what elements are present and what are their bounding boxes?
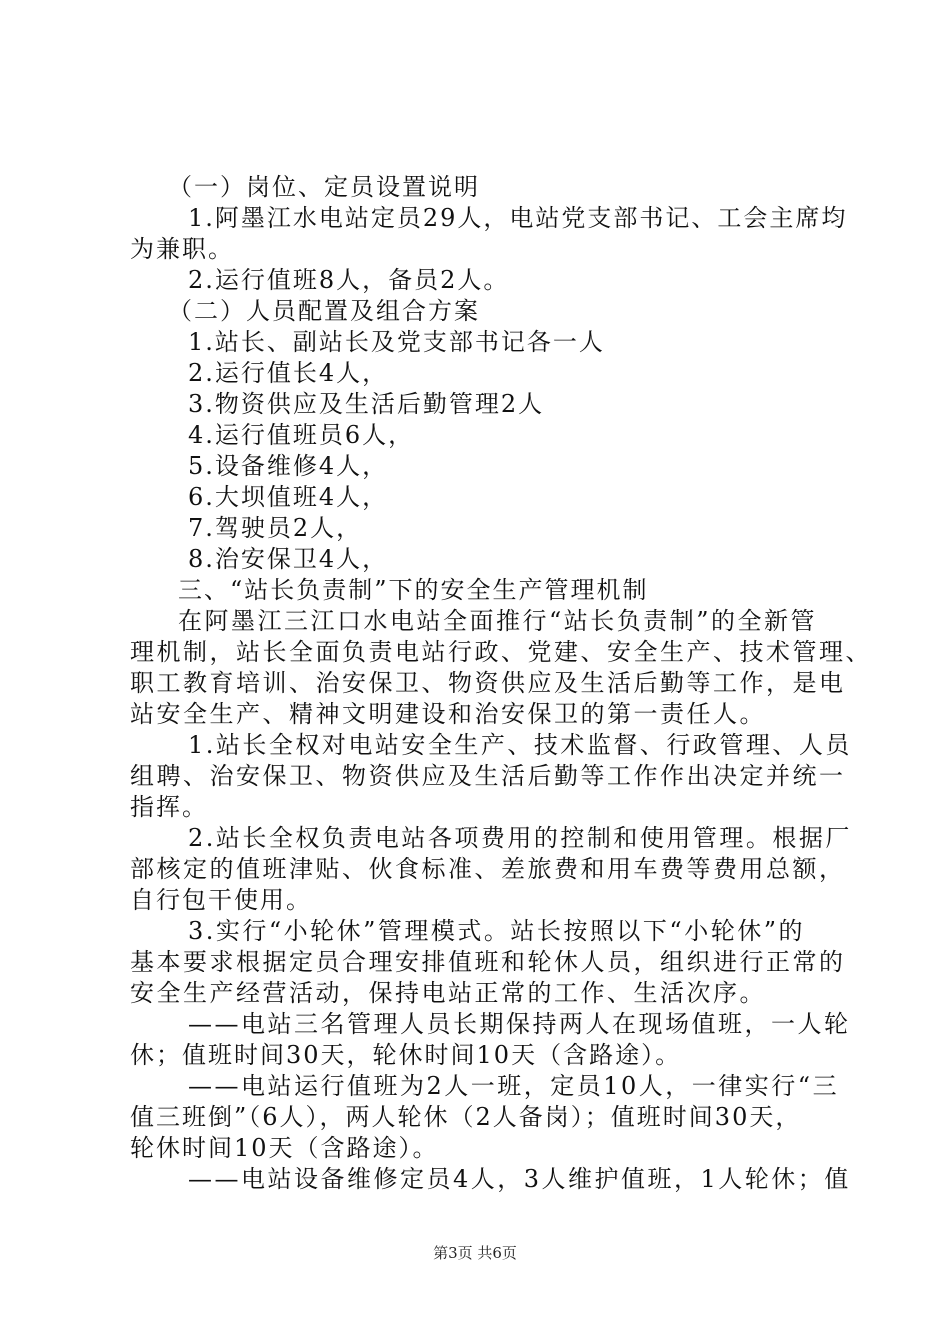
paragraph-line: 1.阿墨江水电站定员29人，电站党支部书记、工会主席均	[188, 204, 848, 232]
paragraph-line: 3.实行“小轮休”管理模式。站长按照以下“小轮休”的	[188, 917, 805, 945]
paragraph-line: ——电站设备维修定员4人，3人维护值班，1人轮休；值	[188, 1165, 851, 1193]
paragraph-line: 2.运行值班8人，备员2人。	[188, 266, 510, 294]
document-body	[130, 172, 872, 1195]
section-heading-1: （一）岗位、定员设置说明	[168, 173, 480, 201]
paragraph-line: 组聘、治安保卫、物资供应及生活后勤等工作作出决定并统一	[130, 762, 846, 790]
list-item: 8.治安保卫4人，	[188, 545, 389, 573]
paragraph-line: ——电站三名管理人员长期保持两人在现场值班，一人轮	[188, 1010, 851, 1038]
section-heading-3: 三、“站长负责制”下的安全生产管理机制	[178, 576, 649, 604]
list-item: 5.设备维修4人，	[188, 452, 389, 480]
paragraph-line: 为兼职。	[130, 235, 234, 263]
paragraph-line: 理机制，站长全面负责电站行政、党建、安全生产、技术管理、	[130, 638, 872, 666]
list-item: 6.大坝值班4人，	[188, 483, 389, 511]
paragraph-line: 在阿墨江三江口水电站全面推行“站长负责制”的全新管	[178, 607, 818, 635]
list-item: 4.运行值班员6人，	[188, 421, 415, 449]
paragraph-line: 安全生产经营活动，保持电站正常的工作、生活次序。	[130, 979, 766, 1007]
paragraph-line: 站安全生产、精神文明建设和治安保卫的第一责任人。	[130, 700, 766, 728]
paragraph-line: 指挥。	[130, 793, 208, 821]
list-item: 1.站长、副站长及党支部书记各一人	[188, 328, 605, 356]
paragraph-line: 职工教育培训、治安保卫、物资供应及生活后勤等工作，是电	[130, 669, 846, 697]
list-item: 2.运行值长4人，	[188, 359, 389, 387]
list-item: 7.驾驶员2人，	[188, 514, 363, 542]
paragraph-line: 基本要求根据定员合理安排值班和轮休人员，组织进行正常的	[130, 948, 846, 976]
page-number: 第3页 共6页	[433, 1244, 517, 1262]
paragraph-line: 自行包干使用。	[130, 886, 312, 914]
paragraph-line: ——电站运行值班为2人一班，定员10人，一律实行“三	[188, 1072, 840, 1100]
paragraph-line: 值三班倒”（6人），两人轮休（2人备岗）；值班时间30天，	[130, 1103, 802, 1131]
list-item: 3.物资供应及生活后勤管理2人	[188, 390, 545, 418]
section-heading-2: （二）人员配置及组合方案	[168, 297, 480, 325]
paragraph-line: 部核定的值班津贴、伙食标准、差旅费和用车费等费用总额，	[130, 855, 846, 883]
paragraph-line: 轮休时间10天（含路途）。	[130, 1134, 439, 1162]
paragraph-line: 2.站长全权负责电站各项费用的控制和使用管理。根据厂	[188, 824, 852, 852]
paragraph-line: 1.站长全权对电站安全生产、技术监督、行政管理、人员	[188, 731, 852, 759]
paragraph-line: 休；值班时间30天，轮休时间10天（含路途）。	[130, 1041, 682, 1069]
